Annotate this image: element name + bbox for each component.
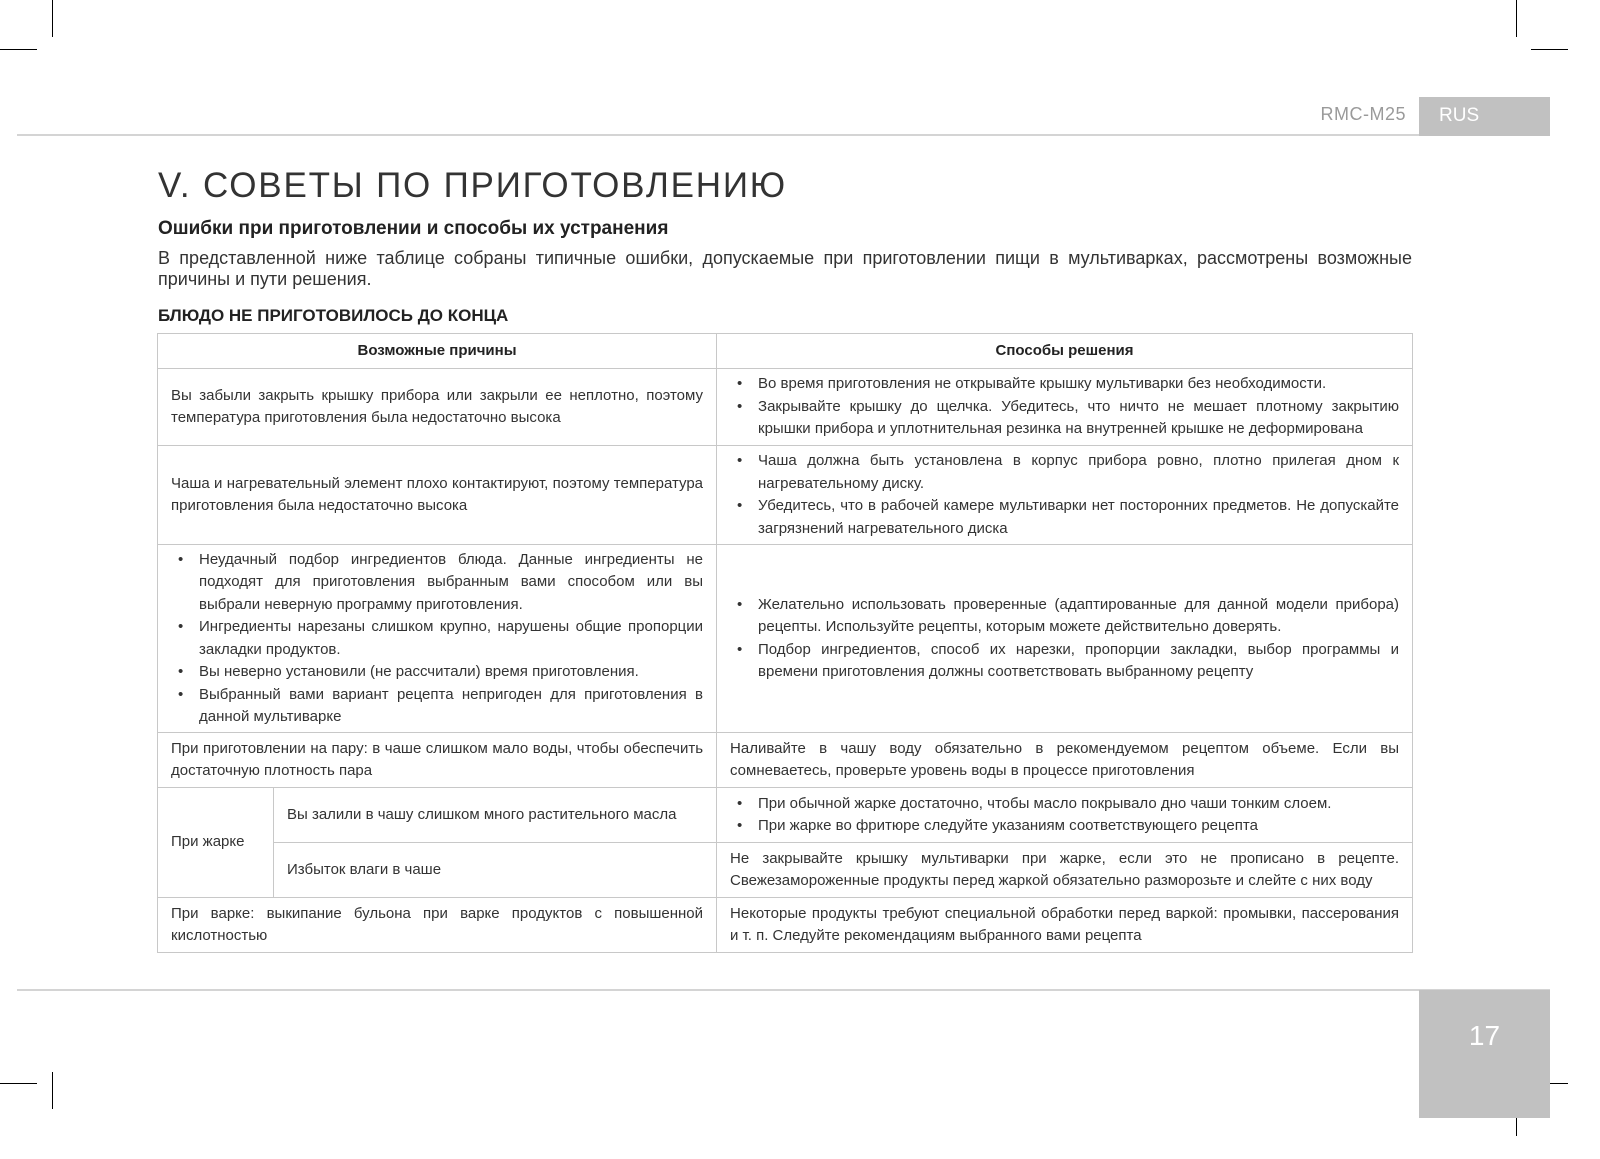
footer-rule [17,989,1550,991]
group-cell-frying: При жарке [158,788,274,898]
page-title: V. СОВЕТЫ ПО ПРИГОТОВЛЕНИЮ [158,166,787,205]
solution-cell: Не закрывайте крышку мультиварки при жарке, если это не прописано в рецепте. Свежезамороженные продукты перед жаркой обязательно разморозьте и слейте с них воду [717,843,1413,898]
table-row [158,446,1413,545]
table-row [158,898,1413,953]
list-item: • Ингредиенты нарезаны слишком крупно, нарушены общие пропорции закладки продуктов. [171,616,703,661]
table-row [158,788,1413,843]
table-row [158,843,1413,898]
list-item: • Чаша должна быть установлена в корпус прибора ровно, плотно прилегая дном к нагревательному диску. [730,450,1399,495]
header-rule [17,134,1550,136]
language-tab: RUS [1419,97,1550,136]
solution-cell [717,446,1413,545]
list-item: • Желательно использовать проверенные (адаптированные для данной модели прибора) рецепты. Используйте рецепты, которым можете действительно доверять. [730,594,1399,639]
model-label: RMC-M25 [1320,104,1406,124]
list-item: • Выбранный вами вариант рецепта непригоден для приготовления в данной мультиварке [171,684,703,729]
solution-cell: Некоторые продукты требуют специальной обработки перед варкой: промывки, пассерования и т. п. Следуйте рекомендациям выбранного вами рецепта [717,898,1413,953]
solution-cell [717,369,1413,446]
column-header-causes: Возможные причины [158,334,717,369]
cause-list [171,549,703,729]
crop-mark [52,0,53,37]
crop-mark [52,1072,53,1109]
cause-cell: Вы забыли закрыть крышку прибора или закрыли ее неплотно, поэтому температура приготовления была недостаточно высока [158,369,717,446]
column-header-solutions: Способы решения [717,334,1413,369]
crop-mark [0,49,37,50]
solution-list [730,793,1399,838]
table-header-row [158,334,1413,369]
list-item: • Во время приготовления не открывайте крышку мультиварки без необходимости. [730,373,1399,396]
solution-list [730,450,1399,540]
list-item: • Закрывайте крышку до щелчка. Убедитесь, что ничто не мешает плотному закрытию крышки прибора и уплотнительная резинка на внутренней крышке не деформирована [730,396,1399,441]
list-item: • Подбор ингредиентов, способ их нарезки, пропорции закладки, выбор программы и времени приготовления должны соответствовать выбранному рецепту [730,639,1399,684]
cause-cell: Вы залили в чашу слишком много растительного масла [274,788,717,843]
cause-cell [158,545,717,733]
list-item: • Неудачный подбор ингредиентов блюда. Данные ингредиенты не подходят для приготовления выбранным вами способом или вы выбрали неверную программу приготовления. [171,549,703,617]
solution-cell [717,545,1413,733]
table-row [158,733,1413,788]
solution-list [730,373,1399,441]
list-item: • Убедитесь, что в рабочей камере мультиварки нет посторонних предметов. Не допускайте загрязнений нагревательного диска [730,495,1399,540]
solution-cell: Наливайте в чашу воду обязательно в рекомендуемом рецептом объеме. Если вы сомневаетесь, проверьте уровень воды в процессе приготовления [717,733,1413,788]
cause-cell: Чаша и нагревательный элемент плохо контактируют, поэтому температура приготовления была недостаточно высока [158,446,717,545]
list-item: • Вы неверно установили (не рассчитали) время приготовления. [171,661,703,684]
subtitle: Ошибки при приготовлении и способы их устранения [158,218,669,239]
intro-paragraph: В представленной ниже таблице собраны типичные ошибки, допускаемые при приготовлении пищи в мультиварках, рассмотрены возможные причины и пути решения. [158,248,1412,289]
cause-cell: Избыток влаги в чаше [274,843,717,898]
solution-cell [717,788,1413,843]
list-item: • При обычной жарке достаточно, чтобы масло покрывало дно чаши тонким слоем. [730,793,1399,816]
cause-cell: При приготовлении на пару: в чаше слишком мало воды, чтобы обеспечить достаточную плотность пара [158,733,717,788]
crop-mark [1531,49,1568,50]
troubleshooting-table [157,333,1413,953]
crop-mark [0,1083,37,1084]
page-number: 17 [1419,990,1550,1118]
list-item: • При жарке во фритюре следуйте указаниям соответствующего рецепта [730,815,1399,838]
cause-cell: При варке: выкипание бульона при варке продуктов с повышенной кислотностью [158,898,717,953]
table-row [158,545,1413,733]
crop-mark [1516,0,1517,37]
section-title: БЛЮДО НЕ ПРИГОТОВИЛОСЬ ДО КОНЦА [158,306,509,325]
solution-list [730,594,1399,684]
table-row [158,369,1413,446]
